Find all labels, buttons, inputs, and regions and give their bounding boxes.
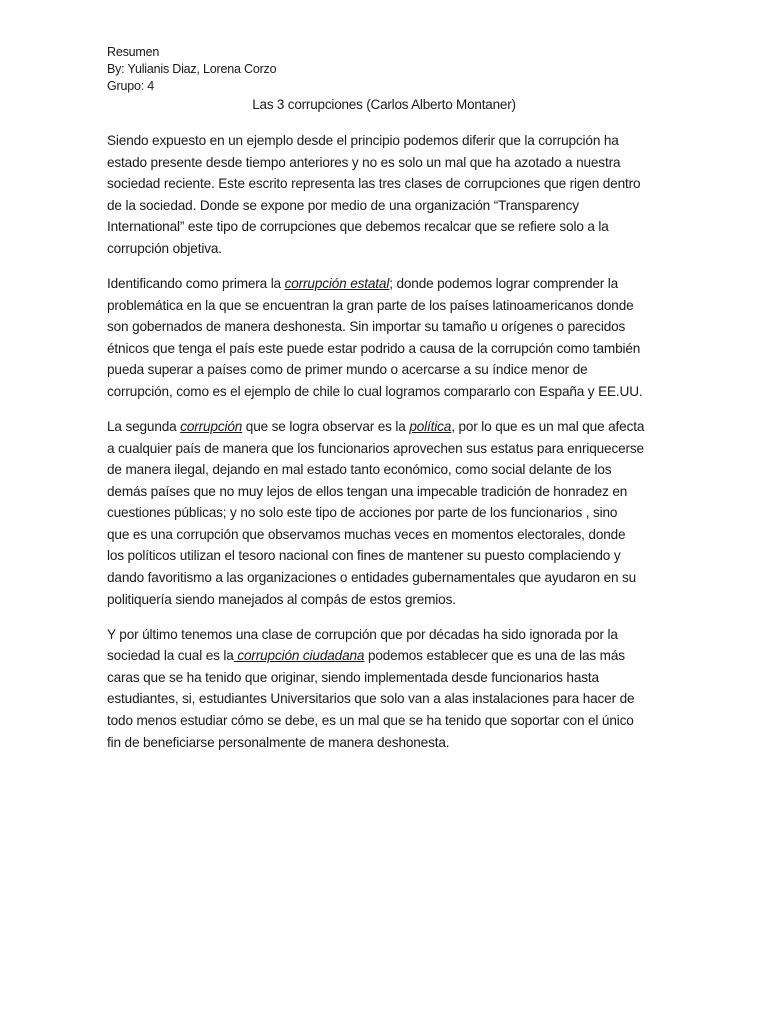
paragraph-line: son gobernados de manera deshonesta. Sin importar su tamaño u orígenes o parecidos xyxy=(107,319,626,335)
paragraph-line xyxy=(107,416,667,438)
document-title: Las 3 corrupciones (Carlos Alberto Montaner) xyxy=(252,97,516,112)
paragraph-line: que es una corrupción que observamos muchas veces en momentos electorales, donde xyxy=(107,526,626,542)
paragraph-line: estudiantes, si, estudiantes Universitarios que solo van a alas instalaciones para hacer de xyxy=(107,691,635,707)
text-run: Identificando como primera la xyxy=(107,275,285,291)
paragraph-line: pueda superar a países como de primer mundo o acercarse a su índice menor de xyxy=(107,362,588,378)
paragraph-line xyxy=(107,273,667,295)
paragraph-line: demás países que no muy lejos de ellos tengan una impecable tradición de honradez en xyxy=(107,483,628,499)
paragraph-4 xyxy=(107,624,667,754)
paragraph-line: de manera ilegal, dejando en mal estado tanto económico, como social delante de los xyxy=(107,462,612,478)
text-run: que se logra observar es la xyxy=(242,418,410,434)
paragraph-line: problemática en la que se encuentran la gran parte de los países latinoamericanos donde xyxy=(107,297,634,313)
paragraph-line: de la sociedad. Donde se expone por medio de una organización “Transparency xyxy=(107,197,579,213)
paragraph-line: los políticos utilizan el tesoro nacional con fines de mantener su puesto complaciendo y xyxy=(107,548,621,564)
paragraph-line: dando favoritismo a las organizaciones o entidades gubernamentales que ayudaron en su xyxy=(107,570,637,586)
document-body xyxy=(107,130,667,767)
summary-label: Resumen xyxy=(107,45,160,59)
text-run: , por lo que es un mal que afecta xyxy=(451,418,645,434)
paragraph-line: fin de beneficiarse personalmente de manera deshonesta. xyxy=(107,734,450,750)
paragraph-line: todo menos estudiar cómo se debe, es un mal que se ha tenido que soportar con el único xyxy=(107,713,634,729)
text-run: ; donde podemos lograr comprender la xyxy=(389,275,619,291)
paragraph-line: sociedad reciente. Este escrito representa las tres clases de corrupciones que rigen dentro xyxy=(107,176,641,192)
paragraph-line: corrupción, como es el ejemplo de chile lo cual logramos compararlo con España y EE.UU. xyxy=(107,383,643,399)
text-run: podemos establecer que es una de las más xyxy=(364,648,625,664)
paragraph-line: Siendo expuesto en un ejemplo desde el principio podemos diferir que la corrupción ha xyxy=(107,133,619,148)
emphasized-term: corrupción ciudadana xyxy=(233,648,365,664)
paragraph-line: a cualquier país de manera que los funcionarios aprovechen sus estatus para enriquecerse xyxy=(107,440,644,456)
paragraph-2 xyxy=(107,273,667,403)
paragraph-line: caras que se ha tenido que originar, siendo implementada desde funcionarios hasta xyxy=(107,669,599,685)
text-run: La segunda xyxy=(107,418,181,434)
paragraph-1 xyxy=(107,130,667,260)
paragraph-line: estado presente desde tiempo anteriores y no es solo un mal que ha azotado a nuestra xyxy=(107,154,621,170)
paragraph-line: International” este tipo de corrupciones que debemos recalcar que se refiere solo a la xyxy=(107,219,609,235)
paragraph-line: étnicos que tenga el país este puede estar podrido a causa de la corrupción como también xyxy=(107,340,641,356)
paragraph-line: cuestiones públicas; y no solo este tipo de acciones por parte de los funcionarios , sino xyxy=(107,505,618,521)
paragraph-line: politiquería siendo manejados al compás de estos gremios. xyxy=(107,591,456,607)
text-run: sociedad la cual es la xyxy=(107,648,234,664)
emphasized-term: corrupción estatal xyxy=(284,275,390,291)
paragraph-line: Y por último tenemos una clase de corrupción que por décadas ha sido ignorada por la xyxy=(107,626,618,642)
emphasized-term: corrupción xyxy=(180,418,243,434)
paragraph-line: corrupción objetiva. xyxy=(107,240,222,256)
document-header xyxy=(107,44,276,95)
paragraph-line xyxy=(107,645,667,667)
authors-line: By: Yulianis Diaz, Lorena Corzo xyxy=(107,62,277,76)
emphasized-term: política xyxy=(409,418,452,434)
group-line: Grupo: 4 xyxy=(107,79,155,93)
paragraph-3 xyxy=(107,416,667,610)
